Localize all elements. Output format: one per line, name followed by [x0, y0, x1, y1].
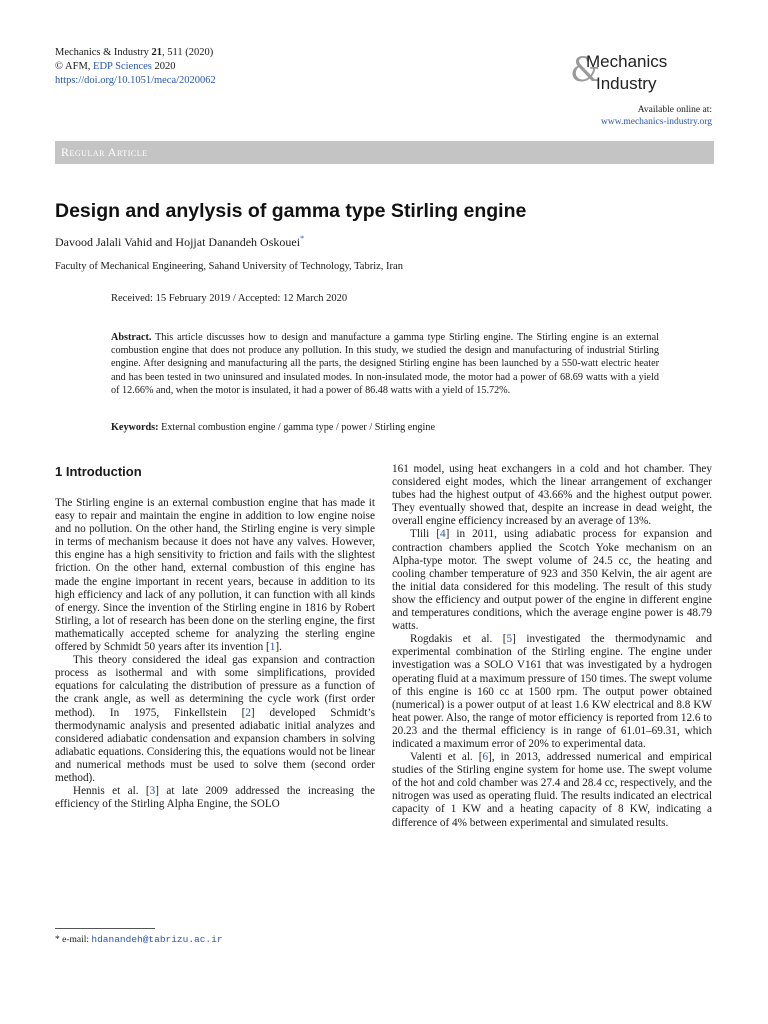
- email-link[interactable]: hdanandeh@tabrizu.ac.ir: [91, 934, 223, 945]
- logo-ampersand: &: [570, 50, 601, 90]
- affiliation: Faculty of Mechanical Engineering, Sahand University of Technology, Tabriz, Iran: [55, 261, 403, 272]
- paragraph: 161 model, using heat exchangers in a cold and hot chamber. They considered eight modes, which the linear arrangement of exchanger tubes had the highest output of 43.66% and the highest output power. They eventually showed that, despite an increase in dead weight, the overall engine efficiency increased by an average of 13%.: [392, 463, 712, 528]
- keywords: [111, 422, 435, 433]
- abstract-text: This article discusses how to design and manufacture a gamma type Stirling engine. The Stirling engine is an external combustion engine that does not produce any pollution. In this study, we studied the design and manufacturing of industrial Stirling engine. After designing and manufacturing all the parts, the designed Stirling engine has been launched by a 550-watt electric heater and has been tested in two uninsured and insulated modes. In non-insulated mode, the motor had a power of 68.69 watts with a yield of 12.66% and, when the motor is insulated, it had a power of 86.48 watts with a yield of 15.72%.: [111, 332, 659, 396]
- journal-volume: 21: [151, 47, 163, 58]
- paragraph: [392, 528, 712, 633]
- footnote: [55, 934, 223, 945]
- journal-logo: [562, 50, 712, 96]
- logo-line-industry: Industry: [596, 74, 657, 93]
- availability-note: [601, 104, 712, 128]
- paragraph: [55, 497, 375, 654]
- citation-link[interactable]: 1: [269, 641, 276, 654]
- article-type-label: Regular Article: [61, 145, 148, 159]
- paragraph-text: ] investigated the thermodynamic and experimental combination of the Stirling engine. The engine under investigation was a SOLO V161 that was investigated by a hydrogen operating fluid at a maximum pressure of 150 times. The swept volume of this engine is 160 cc at 1500 rpm. The output power obtained (numerical) is a power output of at least 1.6 KW electrical and 8.8 KW heat power. Also, the range of motor efficiency is reported from 12.6 to 20.23 and the thermal efficiency is in range of 61.01–69.31, which indicated a maximum error of 20% to experimental data.: [392, 633, 712, 750]
- section-heading-introduction: 1 Introduction: [55, 464, 142, 479]
- footnote-divider: [55, 928, 155, 929]
- keywords-label: Keywords:: [111, 422, 159, 433]
- paragraph-text: ] at late 2009 addressed the increasing the efficiency of the Stirling Alpha Engine, the SOLO: [55, 785, 375, 811]
- keywords-text: External combustion engine / gamma type / power / Stirling engine: [158, 422, 435, 433]
- copyright-year: 2020: [151, 61, 176, 72]
- journal-citation: [55, 46, 216, 88]
- corresponding-author-mark[interactable]: *: [300, 234, 305, 243]
- publisher-link[interactable]: EDP Sciences: [93, 61, 152, 72]
- logo-line-mechanics: Mechanics: [586, 52, 668, 71]
- paragraph: [55, 654, 375, 785]
- footnote-label: e-mail:: [59, 935, 92, 945]
- left-column: [55, 497, 375, 811]
- authors: [55, 234, 304, 250]
- footnote-mark: *: [55, 935, 60, 945]
- copyright-prefix: © AFM,: [55, 61, 94, 72]
- paragraph: [392, 751, 712, 830]
- paragraph-text: ] developed Schmidt’s thermodynamic analysis and presented adiabatic initial analyzes and considered adiabatic condensation and expansion chambers in solving adiabatic equations. Considering this, the equations would not be linear and numerical methods must be used to solve them (second order method).: [55, 706, 375, 784]
- citation-link[interactable]: 6: [482, 751, 489, 764]
- citation-link[interactable]: 5: [506, 633, 513, 646]
- paragraph: [392, 633, 712, 751]
- doi-link[interactable]: https://doi.org/10.1051/meca/2020062: [55, 75, 216, 86]
- abstract: [111, 331, 659, 397]
- paragraph: [55, 785, 375, 811]
- paragraph-text: This theory considered the ideal gas expansion and contraction process as isothermal and with some simplifications, provided equations for calculating the distribution of pressure as a function of the crank angle, as well as determining the cycle work (first order method). In 1975, Finkellstein [: [55, 654, 375, 719]
- paragraph-text: Hennis et al. [: [73, 785, 150, 798]
- journal-name: Mechanics & Industry: [55, 47, 149, 58]
- paragraph-text: Valenti et al. [: [410, 751, 483, 764]
- paragraph-text: ].: [275, 641, 282, 654]
- article-type-banner: [55, 141, 714, 164]
- citation-link[interactable]: 4: [440, 528, 446, 541]
- paragraph-text: ], in 2013, addressed numerical and empirical studies of the Stirling engine system for home use. The swept volume of the hot and cold chamber was 27.4 and 28.4 cc, respectively, and the nitrogen was used as operating fluid. The results indicated an electrical capacity of 1 KW and a heating capacity of 8 KW, indicating a difference of 4% between experimental and simulated results.: [392, 751, 712, 829]
- paragraph-text: Tlili [: [410, 528, 441, 541]
- right-column: [392, 463, 712, 830]
- availability-label: Available online at:: [637, 105, 712, 115]
- paragraph-text: Rogdakis et al. [: [410, 633, 507, 646]
- author-names: Davood Jalali Vahid and Hojjat Danandeh Oskouei: [55, 235, 301, 249]
- article-title: Design and anylysis of gamma type Stirling engine: [55, 200, 527, 222]
- paragraph-text: ] in 2011, using adiabatic process for expansion and contraction chambers applied the Scotch Yoke mechanism on an Alpha-type motor. The swept volume of 24.5 cc, the heating and cooling chamber temperature of 923 and 350 Kelvin, the air agent are the initial data considered for this modeling. The result of this study show the efficiency and output power of the engine in different engine and temperatures conditions, which the average engine power is 48.79 watts.: [392, 528, 712, 633]
- journal-citation-rest: , 511 (2020): [162, 47, 214, 58]
- received-accepted-dates: Received: 15 February 2019 / Accepted: 12 March 2020: [111, 293, 348, 304]
- citation-link[interactable]: 3: [149, 785, 156, 798]
- citation-link[interactable]: 2: [245, 706, 251, 719]
- paragraph-text: The Stirling engine is an external combustion engine that has made it easy to repair and maintain the engine in addition to low engine noise and no pollution. On the other hand, the Stirling engine is very simple in terms of mechanism because it does not have any valves. However, this engine has a high sensitivity to friction and fails with the slightest friction. On the other hand, external combustion of this engine has made the engine important in recent years, because in addition to its high efficiency and lack of any pollution, it can function with all kinds of energy. Since the invention of the Stirling engine in 1816 by Robert Stirling, a lot of research has been done on the sterling engine, the first mathematically accepted scheme for analyzing the sterling engine offered by Schmidt 50 years after its invention [: [55, 497, 375, 654]
- journal-website-link[interactable]: www.mechanics-industry.org: [601, 117, 712, 127]
- abstract-label: Abstract.: [111, 332, 152, 343]
